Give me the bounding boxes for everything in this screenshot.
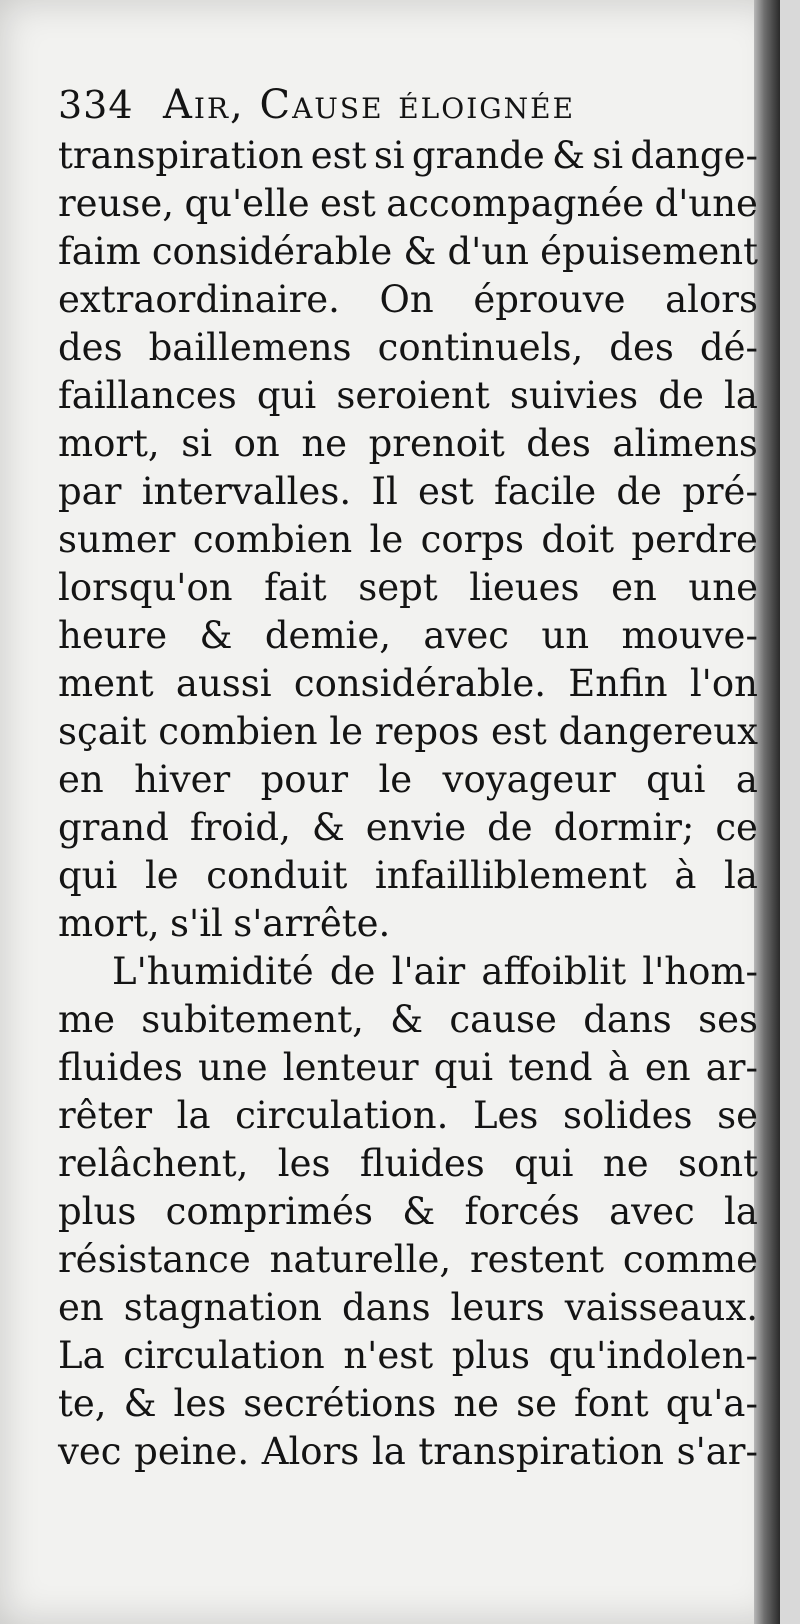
text-word: le (378, 758, 413, 801)
text-word: vaisseaux. (564, 1286, 758, 1329)
text-word: s'il (170, 902, 223, 945)
text-word: circulation (123, 1334, 325, 1377)
text-word: dé- (699, 326, 758, 369)
text-word: l'on (689, 662, 758, 705)
text-word: avec (423, 614, 510, 657)
text-word: fluides (359, 1142, 485, 1185)
text-word: & (390, 998, 424, 1041)
text-word: ne (602, 1142, 649, 1185)
text-word: font (574, 1382, 649, 1425)
text-line (58, 1092, 758, 1140)
text-word: ment (58, 662, 154, 705)
text-word: des (58, 326, 123, 369)
text-word: qui (646, 758, 706, 801)
text-word: le (369, 518, 404, 561)
text-word: aussi (175, 662, 272, 705)
text-word: mort, (58, 902, 160, 945)
text-word: se (516, 1382, 557, 1425)
text-line (58, 564, 758, 612)
text-word: est (491, 710, 547, 753)
text-line (58, 900, 758, 948)
text-word: affoiblit (481, 950, 627, 993)
text-word: avec (609, 1190, 695, 1233)
text-word: demie, (264, 614, 392, 657)
text-word: considérable. (293, 662, 547, 705)
text-word: de (658, 374, 704, 417)
text-word: grand (58, 806, 169, 849)
text-line (58, 852, 758, 900)
text-word: une (688, 566, 758, 609)
text-line (58, 1236, 758, 1284)
text-word: reuse, (58, 182, 175, 225)
text-word: suivies (509, 374, 639, 417)
text-word: lenteur (282, 1046, 419, 1089)
text-line (58, 1044, 758, 1092)
text-line (58, 420, 758, 468)
text-word: dans (342, 1286, 431, 1329)
text-word: pour (260, 758, 349, 801)
text-word: hiver (134, 758, 231, 801)
text-word: tend (508, 1046, 593, 1089)
text-line (58, 1428, 758, 1476)
text-word: intervalles. (141, 470, 352, 513)
text-word: le (144, 854, 179, 897)
text-word: qu'indolen- (548, 1334, 758, 1377)
text-word: sumer (58, 518, 176, 561)
text-line (58, 132, 758, 180)
text-line (58, 468, 758, 516)
text-word: fait (264, 566, 327, 609)
text-word: facile (494, 470, 597, 513)
text-word: seroient (336, 374, 490, 417)
text-line (58, 1380, 758, 1428)
page-text-block (58, 78, 758, 1476)
text-line (58, 516, 758, 564)
text-word: plus (451, 1334, 531, 1377)
text-word: rêter (58, 1094, 153, 1137)
text-word: la (371, 1430, 406, 1473)
text-word: de (329, 950, 376, 993)
text-word: La (58, 1334, 105, 1377)
text-line (58, 1188, 758, 1236)
text-word: voyageur (442, 758, 616, 801)
text-word: a (735, 758, 758, 801)
text-word: & (199, 614, 233, 657)
text-word: d'un (447, 230, 529, 273)
text-word: fluides (58, 1046, 183, 1089)
text-word: plus (58, 1190, 137, 1233)
text-word: d'une (654, 182, 758, 225)
text-word: considérable (151, 230, 393, 273)
text-word: est (418, 470, 474, 513)
text-word: qui (58, 854, 118, 897)
text-word: en (58, 1286, 104, 1329)
text-word: pré- (682, 470, 758, 513)
text-word: mouve- (621, 614, 758, 657)
text-word: éprouve (473, 278, 626, 321)
text-word: & (123, 1382, 157, 1425)
text-line (58, 804, 758, 852)
text-word: relâchent, (58, 1142, 249, 1185)
text-line (58, 324, 758, 372)
text-word: froid, (189, 806, 291, 849)
text-word: une (198, 1046, 268, 1089)
text-word: sçait (58, 710, 147, 753)
text-word: alors (665, 278, 758, 321)
text-word: se (717, 1094, 758, 1137)
text-word: de (487, 806, 533, 849)
text-word: les (173, 1382, 227, 1425)
text-word: la (176, 1094, 211, 1137)
page-number: 334 (58, 83, 134, 127)
text-word: un (541, 614, 590, 657)
text-word: leurs (450, 1286, 545, 1329)
body-text (58, 132, 758, 1476)
text-word: en (58, 758, 104, 801)
text-line (58, 612, 758, 660)
text-word: restent (470, 1238, 605, 1281)
text-word: la (724, 1190, 758, 1233)
text-word: résistance (58, 1238, 251, 1281)
text-line (58, 1140, 758, 1188)
text-word: dormir; (553, 806, 695, 849)
text-line (58, 756, 758, 804)
text-word: est (320, 182, 376, 225)
text-word: baillemens (148, 326, 352, 369)
text-word: naturelle, (269, 1238, 452, 1281)
text-word: des (609, 326, 674, 369)
text-line (58, 228, 758, 276)
text-word: comme (622, 1238, 758, 1281)
text-word: par (58, 470, 122, 513)
text-word: doit (541, 518, 615, 561)
text-word: infailliblement (374, 854, 647, 897)
text-word: me (58, 998, 115, 1041)
text-word: Les (472, 1094, 539, 1137)
text-word: & (552, 134, 585, 177)
text-word: l'hom- (642, 950, 758, 993)
text-word: Il (371, 470, 398, 513)
text-word: la (724, 374, 758, 417)
running-title: Air, Cause éloignée (163, 82, 576, 128)
text-word: faim (58, 230, 141, 273)
text-word: secrétions (243, 1382, 437, 1425)
text-word: si (373, 134, 405, 177)
text-line (58, 372, 758, 420)
text-word: n'est (343, 1334, 434, 1377)
text-word: circulation. (235, 1094, 449, 1137)
text-word: Alors (261, 1430, 360, 1473)
text-word: continuels, (377, 326, 584, 369)
text-word: grande (411, 134, 545, 177)
text-word: si (181, 422, 213, 465)
text-word: combien (192, 518, 353, 561)
running-head (58, 78, 758, 132)
text-word: à (607, 1046, 630, 1089)
text-word: qui (256, 374, 317, 417)
text-line (58, 996, 758, 1044)
text-word: épuisement (540, 230, 758, 273)
text-word: en (611, 566, 657, 609)
text-word: & (311, 806, 345, 849)
text-word: ne (301, 422, 348, 465)
text-word: repos (374, 710, 480, 753)
text-word: sont (678, 1142, 758, 1185)
text-word: s'arrête. (233, 902, 391, 945)
text-word: & (403, 230, 437, 273)
text-word: transpiration (418, 1430, 664, 1473)
text-word: s'ar- (676, 1430, 758, 1473)
text-word: qui (433, 1046, 494, 1089)
text-word: extraordinaire. (58, 278, 340, 321)
text-word: le (329, 710, 364, 753)
text-word: dangereux (558, 710, 758, 753)
text-word: ne (453, 1382, 500, 1425)
text-word: vec (58, 1430, 122, 1473)
text-word: stagnation (123, 1286, 323, 1329)
text-word: Enfin (568, 662, 668, 705)
text-word: accompagnée (386, 182, 645, 225)
text-word: sept (358, 566, 438, 609)
text-word: de (616, 470, 662, 513)
text-line (58, 1284, 758, 1332)
text-word: comprimés (165, 1190, 373, 1233)
text-line (58, 180, 758, 228)
text-word: à (674, 854, 697, 897)
text-word: ses (698, 998, 758, 1041)
text-word: lieues (469, 566, 580, 609)
text-line (58, 708, 758, 756)
text-word: l'air (391, 950, 466, 993)
text-word: qu'a- (665, 1382, 758, 1425)
text-word: mort, (58, 422, 160, 465)
text-word: combien (158, 710, 318, 753)
text-word: cause (449, 998, 557, 1041)
text-word: dange- (630, 134, 758, 177)
text-word: la (724, 854, 758, 897)
text-word: ce (715, 806, 758, 849)
text-word: si (592, 134, 624, 177)
text-word: te, (58, 1382, 107, 1425)
text-word: faillances (58, 374, 237, 417)
text-line (58, 660, 758, 708)
text-word: des (526, 422, 591, 465)
text-word: conduit (206, 854, 348, 897)
text-word: perdre (631, 518, 758, 561)
text-word: solides (563, 1094, 693, 1137)
text-word: les (277, 1142, 331, 1185)
text-line (58, 1332, 758, 1380)
text-word: lorsqu'on (58, 566, 233, 609)
text-word: envie (365, 806, 467, 849)
text-word: L'humidité (112, 950, 314, 993)
text-word: est (310, 134, 367, 177)
text-word: heure (58, 614, 168, 657)
text-word: qui (514, 1142, 574, 1185)
text-line (58, 276, 758, 324)
text-word: dans (583, 998, 672, 1041)
text-word: prenoit (368, 422, 505, 465)
text-word: On (379, 278, 434, 321)
text-line (58, 948, 758, 996)
text-word: transpiration (58, 134, 304, 177)
text-word: & (402, 1190, 436, 1233)
text-word: alimens (612, 422, 758, 465)
text-word: qu'elle (184, 182, 310, 225)
text-word: en (644, 1046, 691, 1089)
text-word: on (233, 422, 280, 465)
text-word: ar- (705, 1046, 758, 1089)
text-word: corps (420, 518, 524, 561)
text-word: peine. (134, 1430, 250, 1473)
text-word: subitement, (141, 998, 364, 1041)
text-word: forcés (464, 1190, 580, 1233)
